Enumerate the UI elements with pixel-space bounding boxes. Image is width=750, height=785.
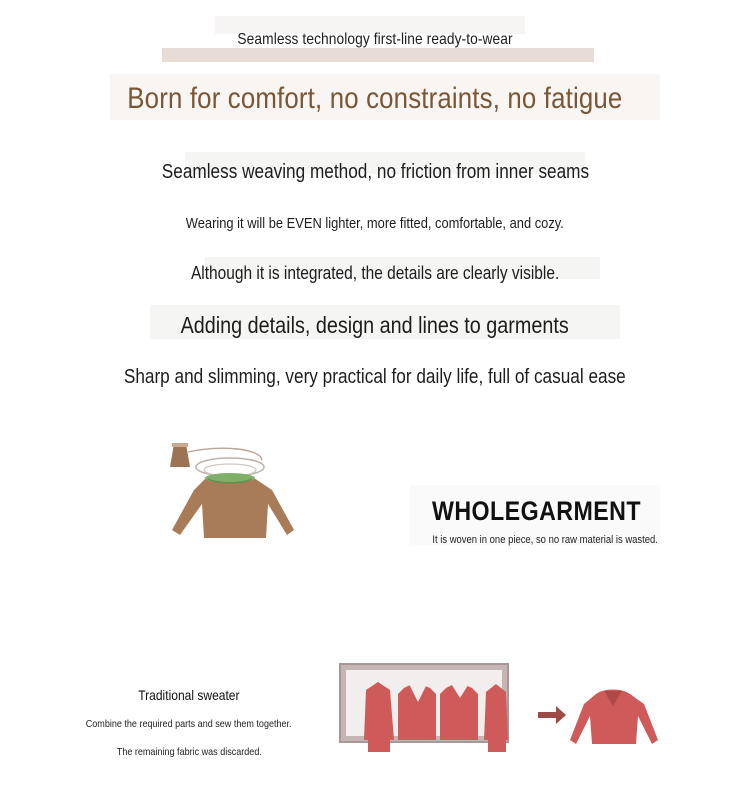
knitted-sweater-illustration xyxy=(160,440,300,550)
feature-line-3: Although it is integrated, the details are clearly visible. xyxy=(190,263,560,283)
traditional-sweater-line-2: The remaining fabric was discarded. xyxy=(116,746,262,758)
feature-line-2: Wearing it will be EVEN lighter, more fitted, comfortable, and cozy. xyxy=(185,215,565,232)
page-title: Born for comfort, no constraints, no fatigue xyxy=(127,82,623,115)
tagline: Seamless technology first-line ready-to-wear xyxy=(237,31,513,48)
traditional-sweater-title: Traditional sweater xyxy=(138,687,240,703)
cut-pattern-illustration xyxy=(338,660,668,755)
feature-line-4: Adding details, design and lines to garments xyxy=(180,312,570,338)
wholegarment-title: WHOLEGARMENT xyxy=(431,496,641,526)
feature-line-5: Sharp and slimming, very practical for daily life, full of casual ease xyxy=(124,366,626,388)
wholegarment-subtitle: It is woven in one piece, so no raw material is wasted. xyxy=(432,534,658,546)
feature-line-1: Seamless weaving method, no friction from inner seams xyxy=(161,161,589,183)
traditional-sweater-line-1: Combine the required parts and sew them together. xyxy=(86,718,292,730)
banner-strip xyxy=(162,48,594,62)
